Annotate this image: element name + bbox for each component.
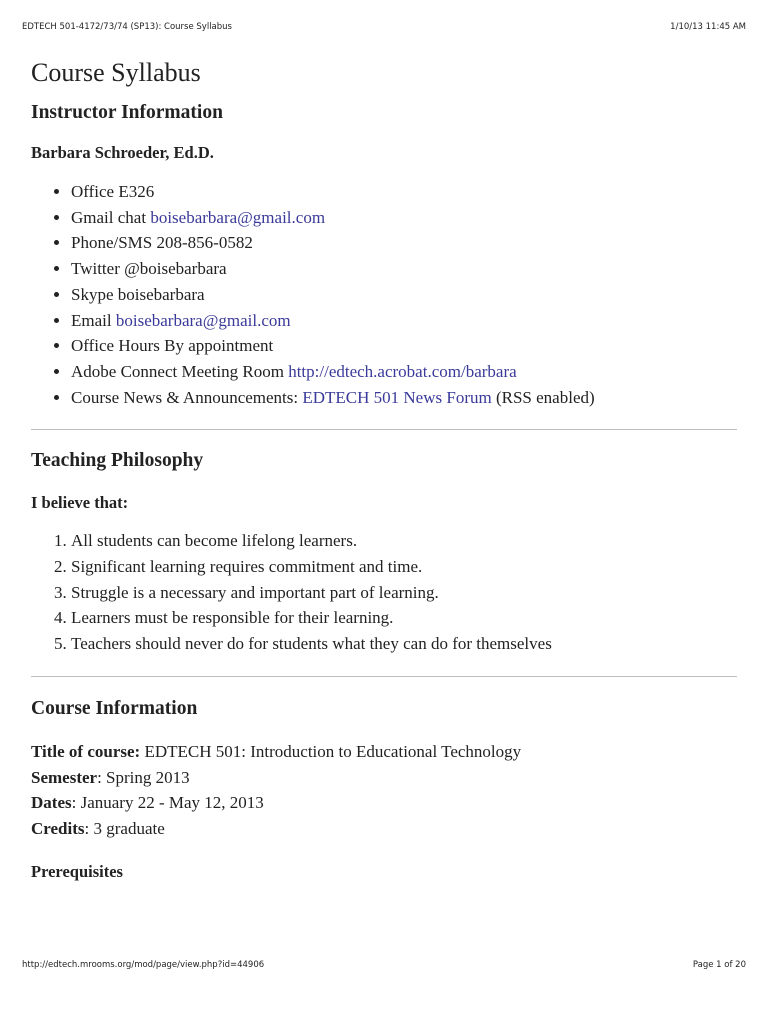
course-title-value: EDTECH 501: Introduction to Educational Technology [140,741,522,761]
office-hours-text: Office Hours By appointment [71,336,274,356]
course-info-heading: Course Information [31,697,198,719]
print-footer [22,960,746,970]
credits-line [31,816,737,842]
news-forum-link[interactable]: EDTECH 501 News Forum [302,387,492,407]
semester-label: Semester [31,767,98,787]
list-item [71,256,737,282]
print-header [22,22,746,32]
list-item [71,359,737,385]
instructor-name: Barbara Schroeder, Ed.D. [31,143,214,162]
list-item: 3. Struggle is a necessary and important part of learning. [71,580,737,606]
print-header-title: EDTECH 501-4172/73/74 (SP13): Course Syllabus [22,22,232,32]
email-label: Email [71,310,116,330]
twitter-text: Twitter @boisebarbara [71,259,227,279]
news-suffix: (RSS enabled) [491,387,595,407]
list-item [71,333,737,359]
page-content [31,58,737,882]
instructor-contact-list [31,179,737,410]
semester-line [31,765,737,791]
list-item: 2. Significant learning requires commitment and time. [71,554,737,580]
dates-value: : January 22 - May 12, 2013 [71,793,264,813]
list-item: 1. All students can become lifelong learners. [71,528,737,554]
course-title-line [31,739,737,765]
credits-value: : 3 graduate [84,818,165,838]
skype-text: Skype boisebarbara [71,284,205,304]
dates-line [31,790,737,816]
gmail-link[interactable]: boisebarbara@gmail.com [150,207,326,227]
office-text: Office E326 [71,182,155,201]
list-item [71,179,737,205]
phone-text: Phone/SMS 208-856-0582 [71,233,253,253]
list-item: 5. Teachers should never do for students what they can do for themselves [71,631,737,657]
list-item [71,385,737,411]
adobe-connect-link[interactable]: http://edtech.acrobat.com/barbara [288,361,517,381]
section-divider [31,676,737,677]
philosophy-list [31,528,737,657]
course-title-label: Title of course: [31,741,141,761]
list-item: 4. Learners must be responsible for their learning. [71,605,737,631]
list-item [71,205,737,231]
list-item [71,230,737,256]
adobe-label: Adobe Connect Meeting Room [71,361,289,381]
gmail-label: Gmail chat [71,207,151,227]
philosophy-heading: Teaching Philosophy [31,450,204,472]
philosophy-intro: I believe that: [31,493,129,513]
email-link[interactable]: boisebarbara@gmail.com [115,310,291,330]
section-divider [31,429,737,430]
dates-label: Dates [31,793,72,813]
page-number: Page 1 of 20 [692,960,746,970]
prerequisites-heading: Prerequisites [31,861,123,881]
list-item [71,282,737,308]
instructor-heading: Instructor Information [31,102,223,123]
list-item [71,308,737,334]
news-label: Course News & Announcements: [71,387,303,407]
semester-value: : Spring 2013 [97,767,190,787]
print-header-timestamp: 1/10/13 11:45 AM [670,22,746,32]
print-footer-url: http://edtech.mrooms.org/mod/page/view.php?id=44906 [22,960,265,970]
page-title: Course Syllabus [31,58,201,87]
credits-label: Credits [31,818,85,838]
